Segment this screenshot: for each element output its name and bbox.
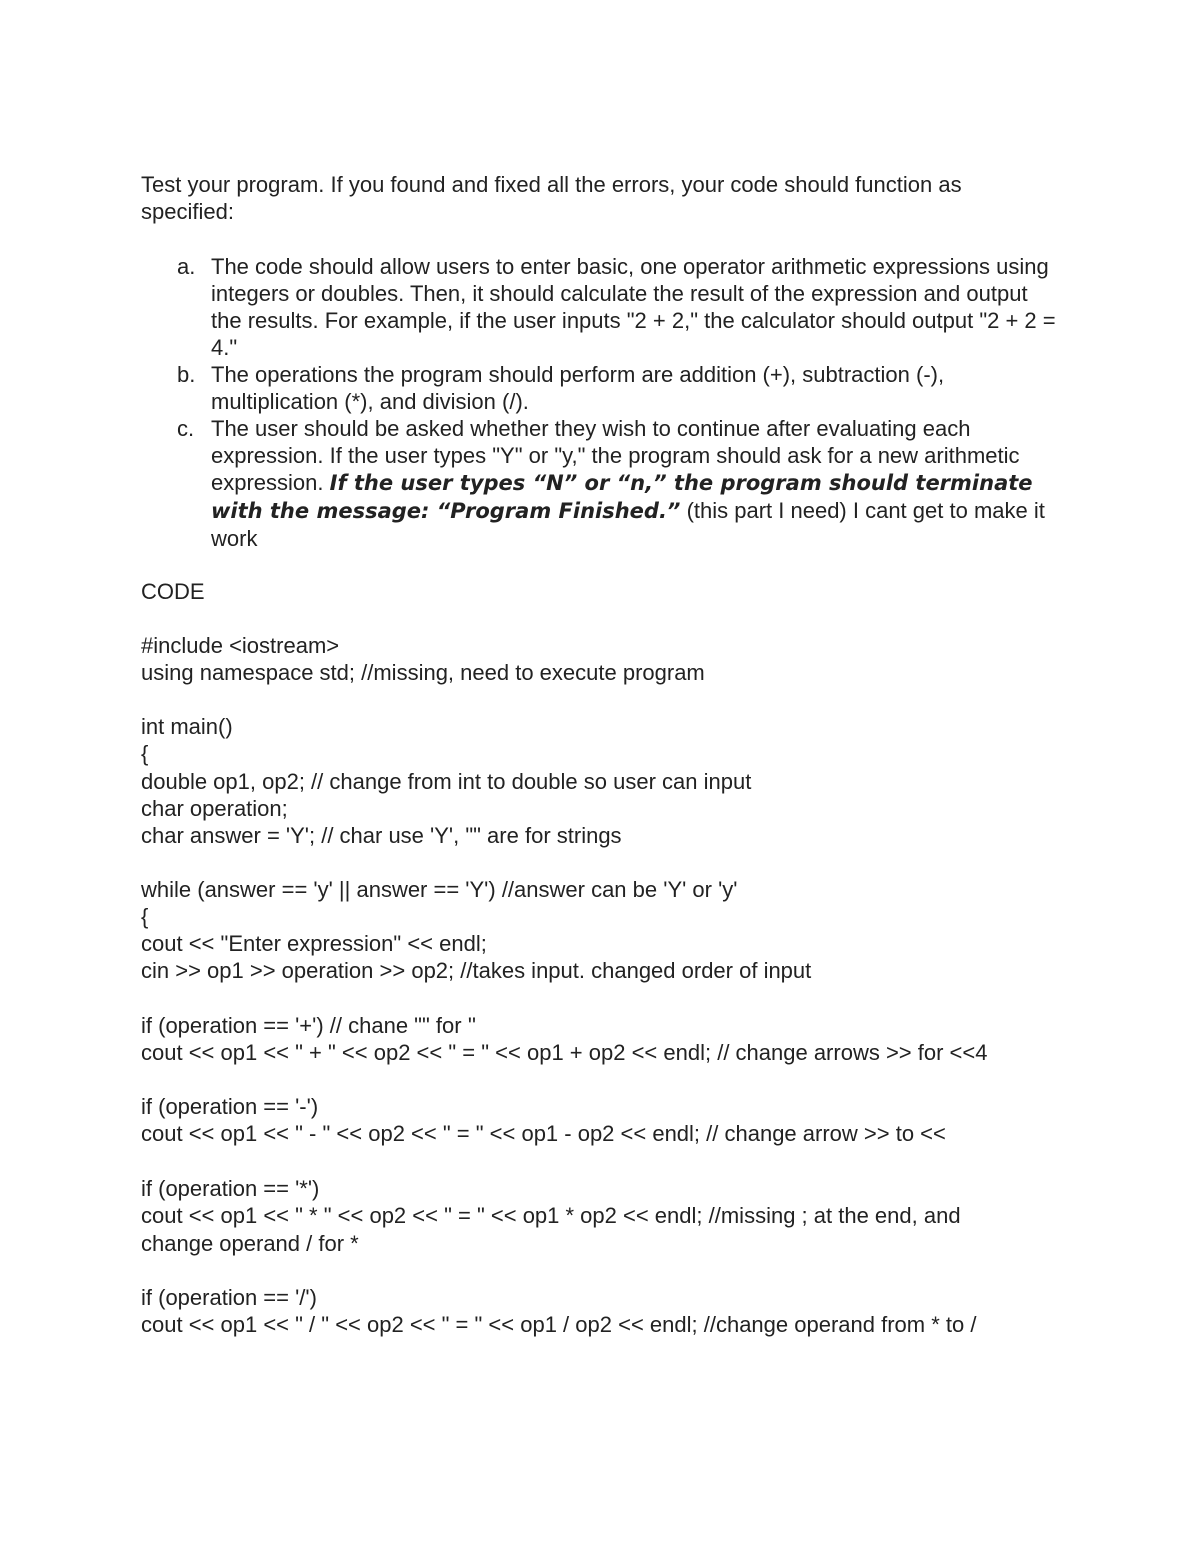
code-line: double op1, op2; // change from int to double so user can input: [141, 769, 752, 794]
list-marker: a.: [177, 254, 196, 279]
requirement-text: The code should allow users to enter basic, one operator arithmetic expressions using integers or doubles. Then, it should calculate the result of the expression and output the results. For example, if the user inputs "2 + 2," the calculator should output "2 + 2 = 4.": [211, 254, 1056, 360]
code-line: cout << "Enter expression" << endl;: [141, 931, 487, 956]
code-line: {: [141, 741, 149, 766]
requirement-item-b: [141, 361, 1061, 415]
code-line: if (operation == '-'): [141, 1094, 319, 1119]
intro-line-2: specified:: [141, 199, 234, 224]
code-line: cout << op1 << " + " << op2 << " = " << op1 + op2 << endl; // change arrows >> for <<4: [141, 1040, 988, 1065]
requirement-note: (this part I need) I cant get to make it work: [211, 498, 1045, 551]
code-line: cin >> op1 >> operation >> op2; //takes input. changed order of input: [141, 958, 812, 983]
emphasized-requirement: If the user types “N” or “n,” the program should terminate with the message: “Program Finished.”: [211, 471, 1033, 523]
code-line: cout << op1 << " / " << op2 << " = " << op1 / op2 << endl; //change operand from * to /: [141, 1312, 977, 1337]
code-line: if (operation == '*'): [141, 1176, 320, 1201]
code-line: change operand / for *: [141, 1231, 359, 1256]
requirement-item-c: [141, 415, 1061, 552]
code-line: if (operation == '/'): [141, 1285, 317, 1310]
requirement-item-a: [141, 253, 1061, 361]
code-line: int main(): [141, 714, 233, 739]
code-line: cout << op1 << " * " << op2 << " = " << op1 * op2 << endl; //missing ; at the end, and: [141, 1203, 961, 1228]
intro-line-1: Test your program. If you found and fixed all the errors, your code should function as: [141, 172, 962, 197]
code-line: cout << op1 << " - " << op2 << " = " << op1 - op2 << endl; // change arrow >> to <<: [141, 1121, 946, 1146]
code-heading: CODE: [141, 579, 205, 604]
requirements-list: [141, 253, 1061, 552]
code-line: using namespace std; //missing, need to execute program: [141, 660, 705, 685]
code-line: while (answer == 'y' || answer == 'Y') //answer can be 'Y' or 'y': [141, 877, 738, 902]
code-line: if (operation == '+') // chane "" for '': [141, 1013, 477, 1038]
intro-paragraph: [141, 171, 1041, 225]
code-line: char operation;: [141, 796, 288, 821]
list-marker: b.: [177, 362, 196, 387]
code-line: #include <iostream>: [141, 633, 340, 658]
list-marker: c.: [177, 416, 195, 441]
requirement-text: The user should be asked whether they wish to continue after evaluating each expression. If the user types "Y" or "y," the program should ask for a new arithmetic expression.: [211, 416, 1020, 495]
code-line: {: [141, 904, 149, 929]
code-line: char answer = 'Y'; // char use 'Y', "" are for strings: [141, 823, 622, 848]
requirement-text: The operations the program should perform are addition (+), subtraction (-), multiplication (*), and division (/).: [211, 362, 945, 414]
